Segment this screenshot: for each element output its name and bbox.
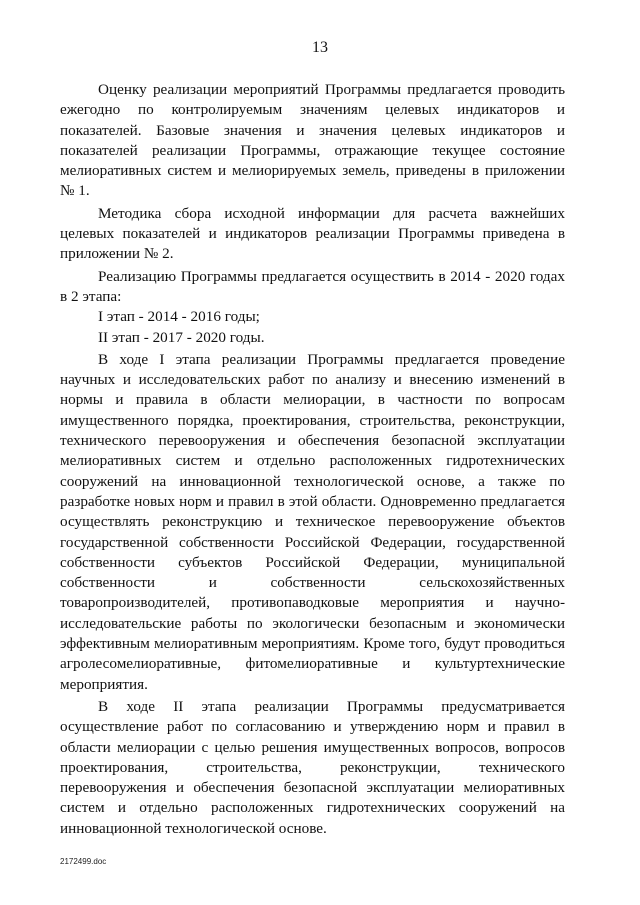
stage-2-line: II этап - 2017 - 2020 годы.	[98, 328, 265, 346]
paragraph-stages-intro: Реализацию Программы предлагается осуществить в 2014 - 2020 годах в 2 этапа:	[60, 267, 565, 305]
page-number: 13	[312, 39, 328, 56]
body-text	[60, 80, 565, 839]
paragraph-evaluation: Оценку реализации мероприятий Программы предлагается проводить ежегодно по контролируемым значениям целевых индикаторов и показателей. Базовые значения и значения целевых индикаторов и показателей реализации Программы, отражающие текущее состояние мелиоративных систем и мелиорируемых земель, приведены в приложении № 1.	[60, 81, 565, 200]
paragraph-methodology: Методика сбора исходной информации для расчета важнейших целевых показателей и индикаторов реализации Программы приведена в приложении № 2.	[60, 204, 565, 263]
stage-1-line: I этап - 2014 - 2016 годы;	[98, 308, 260, 326]
paragraph-stage-2: В ходе II этапа реализации Программы предусматривается осуществление работ по согласованию и утверждению норм и правил в области мелиорации с целью решения имущественных вопросов, вопросов проектирования, строительства, реконструкции, технического перевооружения и обеспечения безопасной эксплуатации мелиоративных систем и отдельно расположенных гидротехнических сооружений на инновационной технологической основе.	[60, 697, 565, 837]
paragraph-stage-1: В ходе I этапа реализации Программы предлагается проведение научных и исследовательских работ по анализу и внесению изменений в нормы и правила в области мелиорации, в частности по вопросам имущественного порядка, проектирования, строительства, реконструкции, технического перевооружения и обеспечения безопасной эксплуатации мелиоративных систем и отдельно расположенных гидротехнических сооружений на инновационной технологической основе, а также по разработке новых норм и правил в этой области. Одновременно предлагается осуществлять реконструкцию и техническое перевооружение объектов государственной собственности Российской Федерации, государственной собственности субъектов Российской Федерации, муниципальной собственности и собственности сельскохозяйственных товаропроизводителей, противопаводковые мероприятия и научно-исследовательские работы по экологически безопасным и экономически эффективным мелиоративным мероприятиям. Кроме того, будут проводиться агролесомелиоративные, фитомелиоративные и культуртехнические мероприятия.	[60, 350, 565, 693]
document-file-code: 2172499.doc	[60, 857, 107, 866]
